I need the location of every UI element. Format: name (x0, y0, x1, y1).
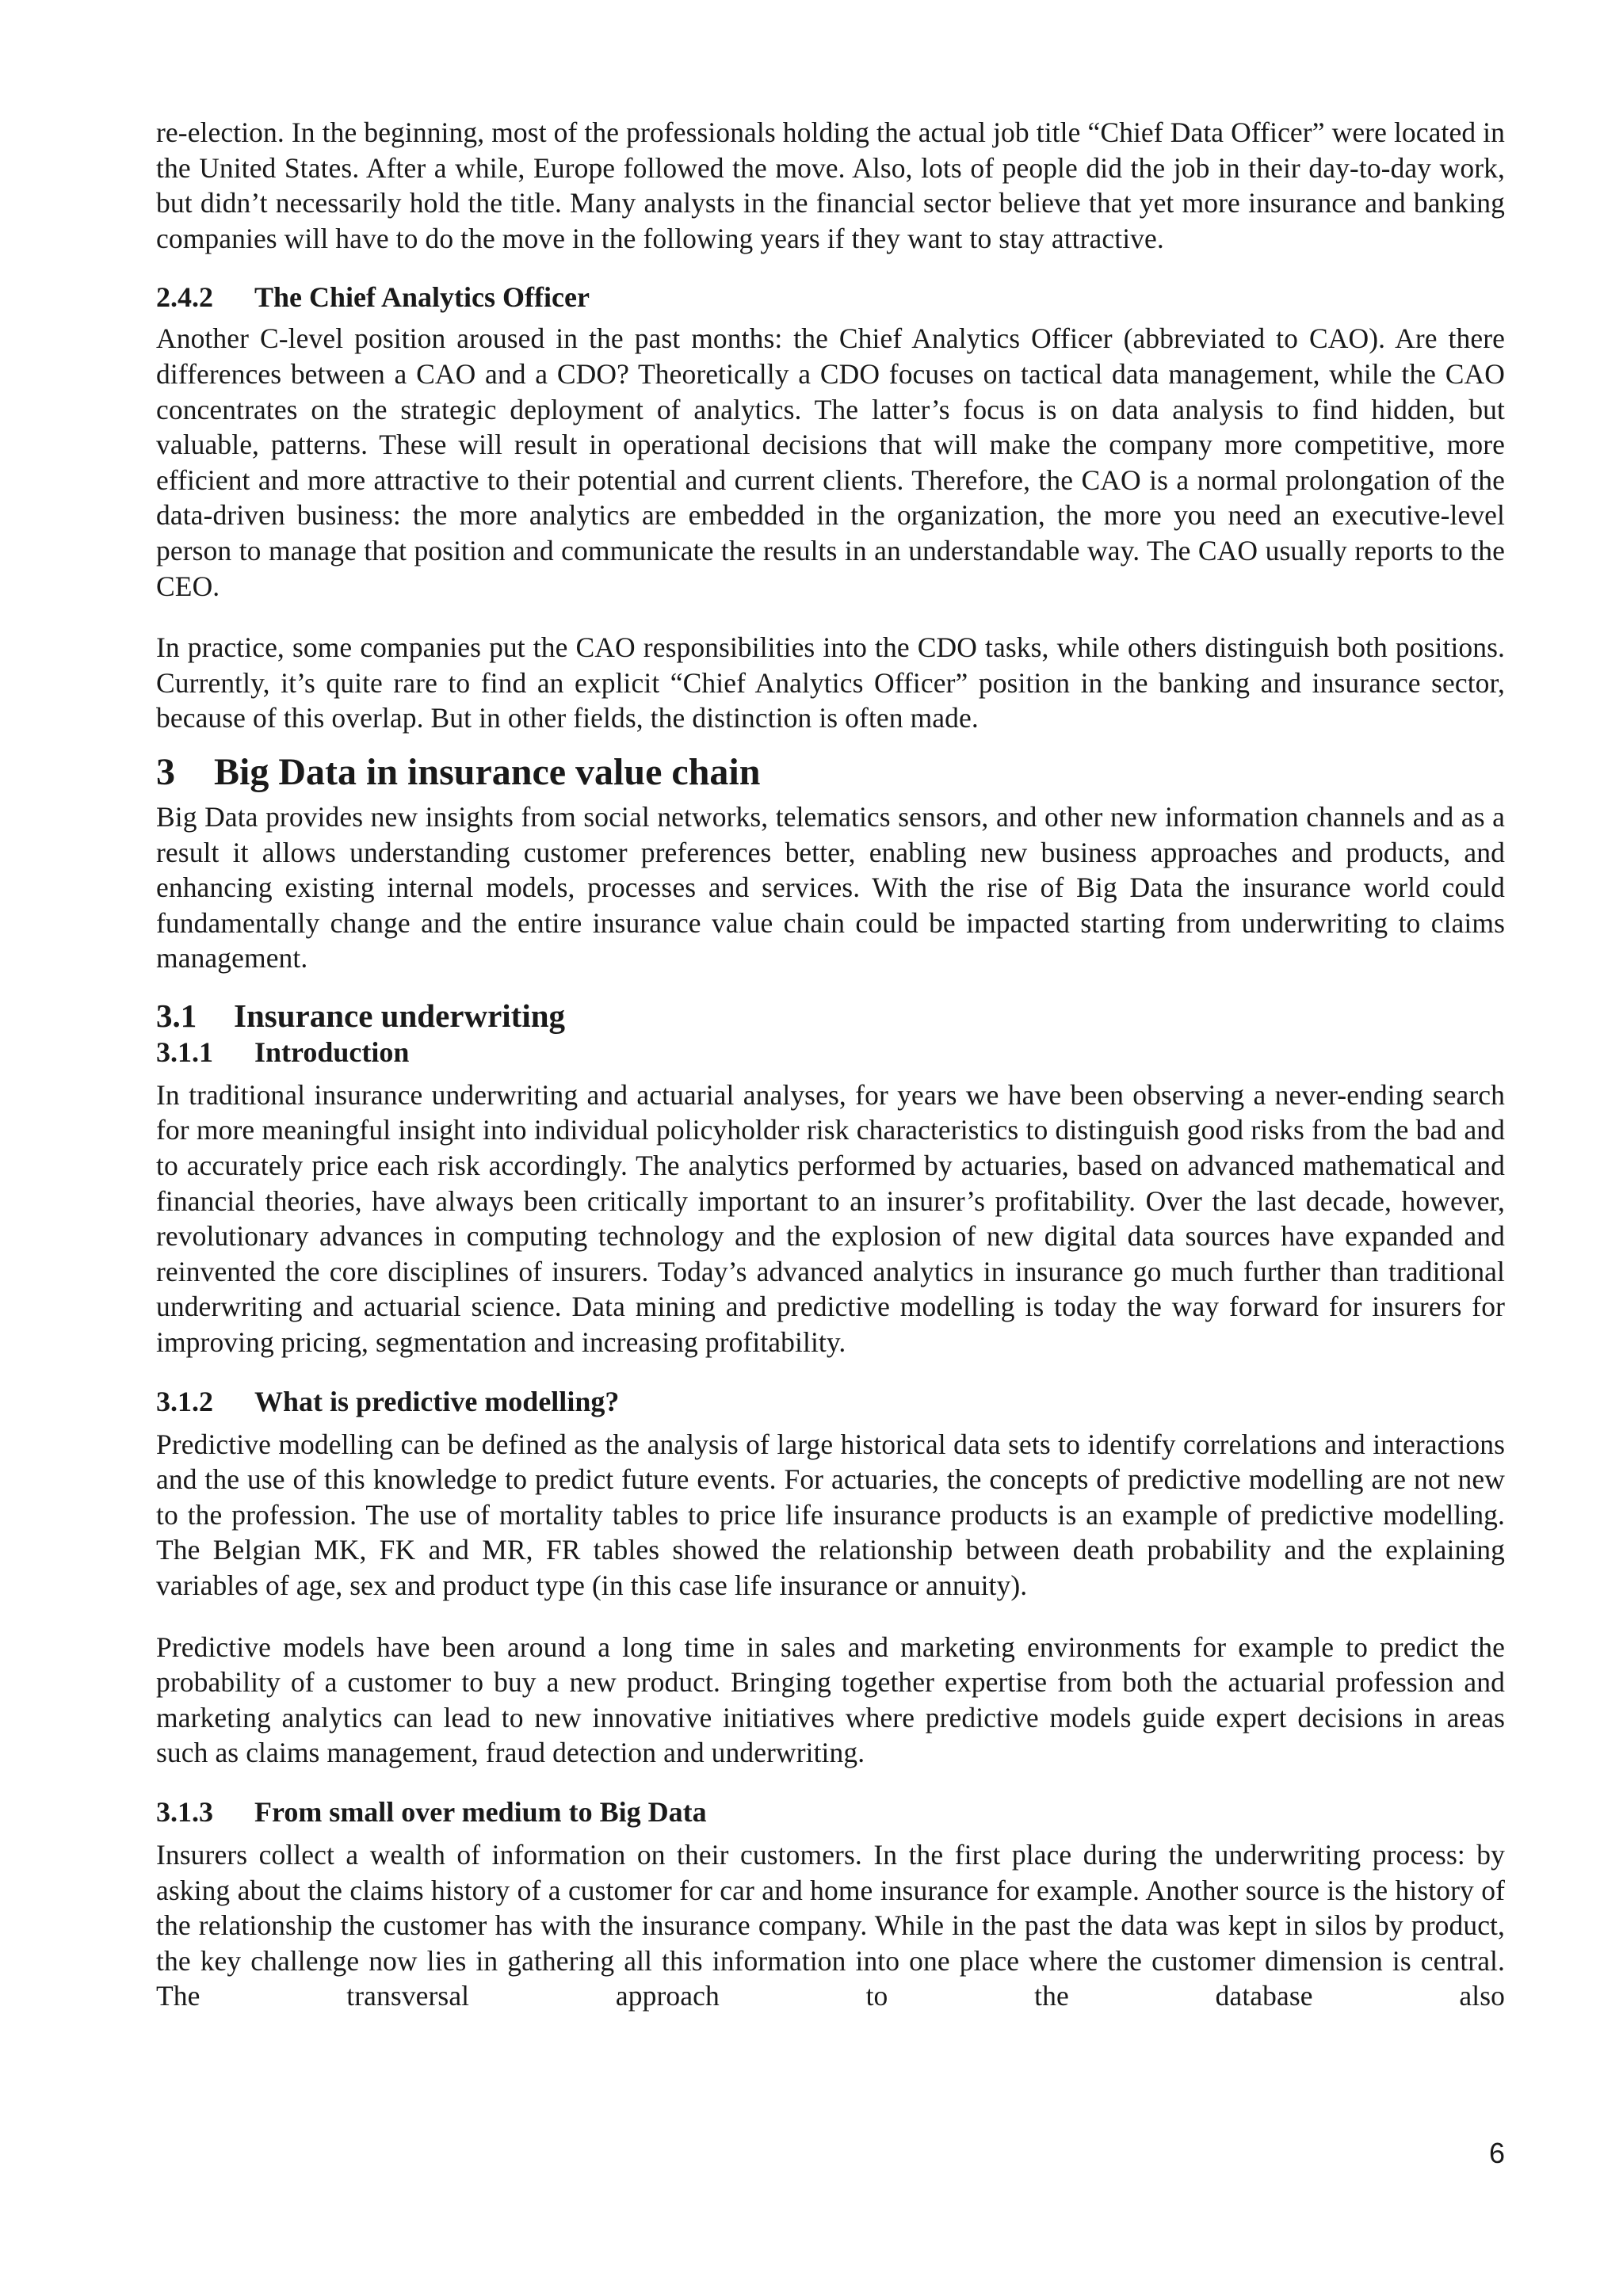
heading-title: From small over medium to Big Data (254, 1795, 707, 1828)
paragraph-big-data-intro: Big Data provides new insights from social networks, telematics sensors, and other new information channels and as a result it allows understanding customer preferences better, enabling new business approaches and products, and enhancing existing internal models, processes and services. With the rise of Big Data the insurance world could fundamentally change and the entire insurance value chain could be impacted starting from underwriting to claims management. (156, 800, 1505, 974)
heading-title: What is predictive modelling? (254, 1385, 620, 1417)
heading-number: 3.1.3 (156, 1795, 213, 1828)
paragraph-cdo-history: re-election. In the beginning, most of the professionals holding the actual job title “Chief Data Officer” were located in the United States. After a while, Europe followed the move. Also, lots of people did the job in their day-to-day work, but didn’t necessarily hold the title. Many analysts in the financial sector believe that yet more insurance and banking companies will have to do the move in the following years if they want to stay attractive. (156, 116, 1505, 254)
paragraph-customer-information: Insurers collect a wealth of information on their customers. In the first place during the underwriting process: by asking about the claims history of a customer for car and home insurance for example. Another source is the history of the relationship the customer has with the insurance company. While in the past the data was kept in silos by product, the key challenge now lies in gathering all this information into one place where the customer dimension is central. The transversal approach to the database also (156, 1838, 1505, 2012)
page-number: 6 (1488, 2137, 1505, 2169)
heading-number: 3 (156, 750, 175, 793)
paragraph-underwriting-intro: In traditional insurance underwriting and actuarial analyses, for years we have been observing a never-ending search for more meaningful insight into individual policyholder risk characteristics to distinguish good risks from the bad and to accurately price each risk accordingly. The analytics performed by actuaries, based on advanced mathematical and financial theories, have always been critically important to an insurer’s profitability. Over the last decade, however, revolutionary advances in computing technology and the explosion of new digital data sources have expanded and reinvented the core disciplines of insurers. Today’s advanced analytics in insurance go much further than traditional underwriting and actuarial science. Data mining and predictive modelling is today the way forward for insurers for improving pricing, segmentation and increasing profitability. (156, 1078, 1505, 1359)
heading-title: The Chief Analytics Officer (254, 281, 590, 314)
heading-3-1-3 (156, 1794, 1505, 1829)
heading-number: 3.1 (156, 997, 197, 1034)
document-page (156, 115, 1505, 2040)
heading-title: Introduction (254, 1035, 410, 1068)
heading-number: 3.1.2 (156, 1385, 213, 1417)
paragraph-predictive-models-sales: Predictive models have been around a long time in sales and marketing environments for example to predict the probability of a customer to buy a new product. Bringing together expertise from both the actuarial profession and marketing analytics can lead to new innovative initiatives where predictive models guide expert decisions in areas such as claims management, fraud detection and underwriting. (156, 1630, 1505, 1769)
heading-number: 3.1.1 (156, 1035, 213, 1068)
heading-3-1-2 (156, 1384, 1505, 1419)
heading-2-4-2 (156, 280, 1505, 315)
heading-number: 2.4.2 (156, 281, 213, 314)
paragraph-cao-practice: In practice, some companies put the CAO responsibilities into the CDO tasks, while others distinguish both positions. Currently, it’s quite rare to find an explicit “Chief Analytics Officer” position in the banking and insurance sector, because of this overlap. But in other fields, the distinction is often made. (156, 631, 1505, 734)
heading-3-1 (156, 997, 1505, 1035)
heading-3-1-1 (156, 1035, 1505, 1070)
heading-3 (156, 750, 1505, 795)
heading-title: Big Data in insurance value chain (214, 750, 761, 793)
paragraph-predictive-modelling-definition: Predictive modelling can be defined as the analysis of large historical data sets to identify correlations and interactions and the use of this knowledge to predict future events. For actuaries, the concepts of predictive modelling are not new to the profession. The use of mortality tables to price life insurance products is an example of predictive modelling. The Belgian MK, FK and MR, FR tables showed the relationship between death probability and the explaining variables of age, sex and product type (in this case life insurance or annuity). (156, 1428, 1505, 1601)
paragraph-cao-definition: Another C-level position aroused in the past months: the Chief Analytics Officer (abbreviated to CAO). Are there differences between a CAO and a CDO? Theoretically a CDO focuses on tactical data management, while the CAO concentrates on the strategic deployment of analytics. The latter’s focus is on data analysis to find hidden, but valuable, patterns. These will result in operational decisions that will make the company more competitive, more efficient and more attractive to their potential and current clients. Therefore, the CAO is a normal prolongation of the data-driven business: the more analytics are embedded in the organization, the more you need an executive-level person to manage that position and communicate the results in an understandable way. The CAO usually reports to the CEO. (156, 322, 1505, 602)
heading-title: Insurance underwriting (234, 997, 566, 1034)
